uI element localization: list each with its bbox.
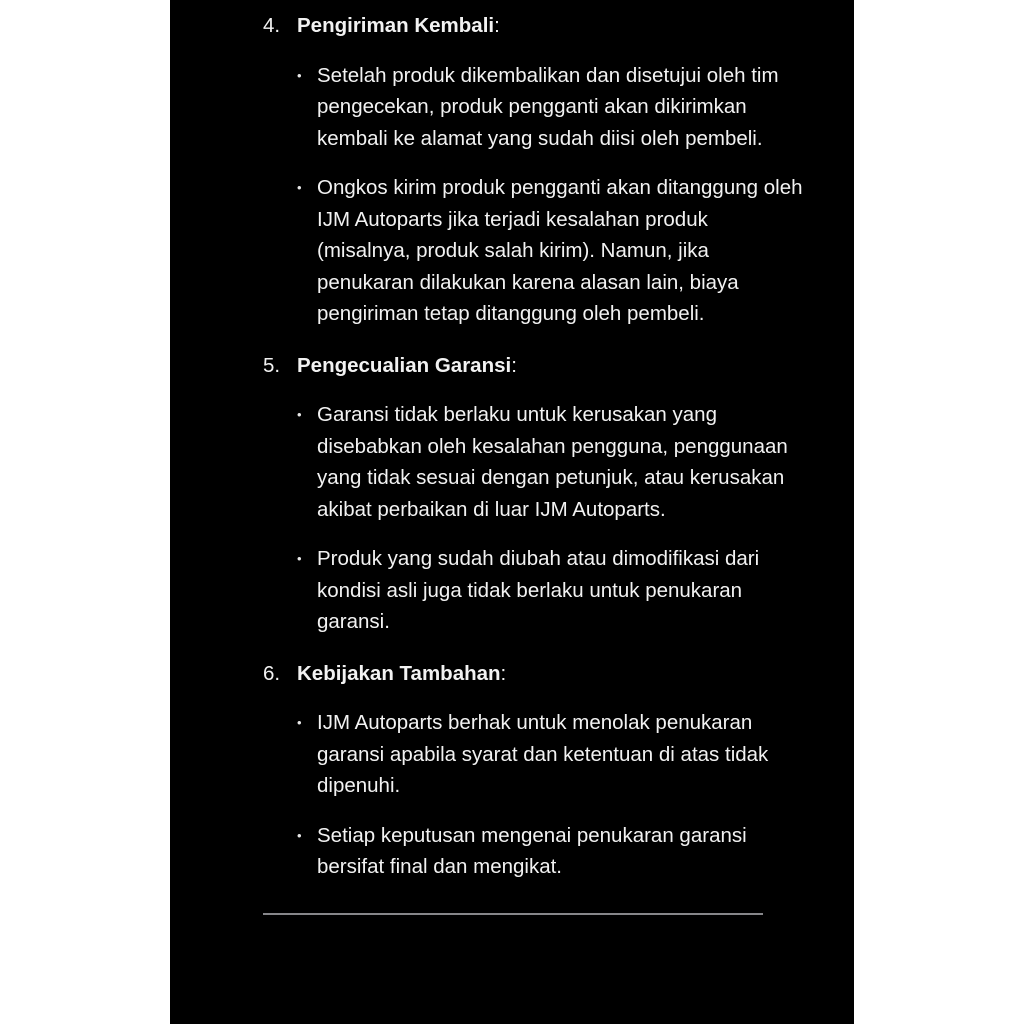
bullet-icon: • — [297, 180, 302, 195]
section-heading-text — [297, 658, 506, 690]
bullet-icon: • — [297, 551, 302, 566]
section-number: 4. — [263, 14, 281, 37]
bullet-text: Ongkos kirim produk pengganti akan ditanggung oleh IJM Autoparts jika terjadi kesalahan produk (misalnya, produk salah kirim). Namun, jika penukaran dilakukan karena alasan lain, biaya pengiriman tetap ditanggung oleh pembeli. — [317, 176, 803, 325]
section-heading-text — [297, 10, 500, 42]
section-kebijakan-tambahan — [263, 658, 804, 883]
section-pengiriman-kembali — [263, 10, 804, 330]
bullet-icon: • — [297, 827, 302, 843]
section-title: Kebijakan Tambahan — [297, 661, 501, 685]
bullet-text: Garansi tidak berlaku untuk kerusakan yang disebabkan oleh kesalahan pengguna, penggunaan yang tidak sesuai dengan petunjuk, atau kerusakan akibat perbaikan di luar IJM Autoparts. — [317, 403, 788, 521]
section-heading — [263, 350, 804, 382]
list-item — [297, 707, 804, 802]
section-title-colon: : — [511, 353, 517, 377]
section-title-colon: : — [494, 14, 500, 37]
list-item — [297, 399, 804, 525]
policy-text-content — [170, 0, 854, 915]
list-item — [297, 60, 804, 155]
bullet-icon: • — [297, 715, 302, 730]
section-title: Pengiriman Kembali — [297, 14, 495, 37]
document-panel — [170, 0, 854, 1024]
section-title: Pengecualian Garansi — [297, 353, 512, 377]
list-item — [297, 820, 804, 883]
section-number: 6. — [263, 661, 281, 685]
section-pengecualian-garansi — [263, 350, 804, 638]
section-title-colon: : — [500, 661, 507, 685]
bullet-text: IJM Autoparts berhak untuk menolak penukaran garansi apabila syarat dan ketentuan di atas tidak dipenuhi. — [317, 711, 769, 797]
section-divider — [263, 913, 763, 915]
bullet-text: Setiap keputusan mengenai penukaran garansi bersifat final dan mengikat. — [317, 823, 747, 878]
section-number: 5. — [263, 353, 281, 377]
section-heading — [263, 658, 804, 690]
list-item — [297, 172, 804, 330]
bullet-text: Setelah produk dikembalikan dan disetujui oleh tim pengecekan, produk pengganti akan dikirimkan kembali ke alamat yang sudah diisi oleh pembeli. — [317, 63, 779, 150]
bullet-text: Produk yang sudah diubah atau dimodifikasi dari kondisi asli juga tidak berlaku untuk penukaran garansi. — [317, 547, 760, 633]
bullet-icon: • — [297, 67, 302, 83]
list-item — [297, 543, 804, 638]
section-heading-text — [297, 350, 517, 382]
bullet-icon: • — [297, 407, 302, 422]
section-heading — [263, 10, 804, 42]
